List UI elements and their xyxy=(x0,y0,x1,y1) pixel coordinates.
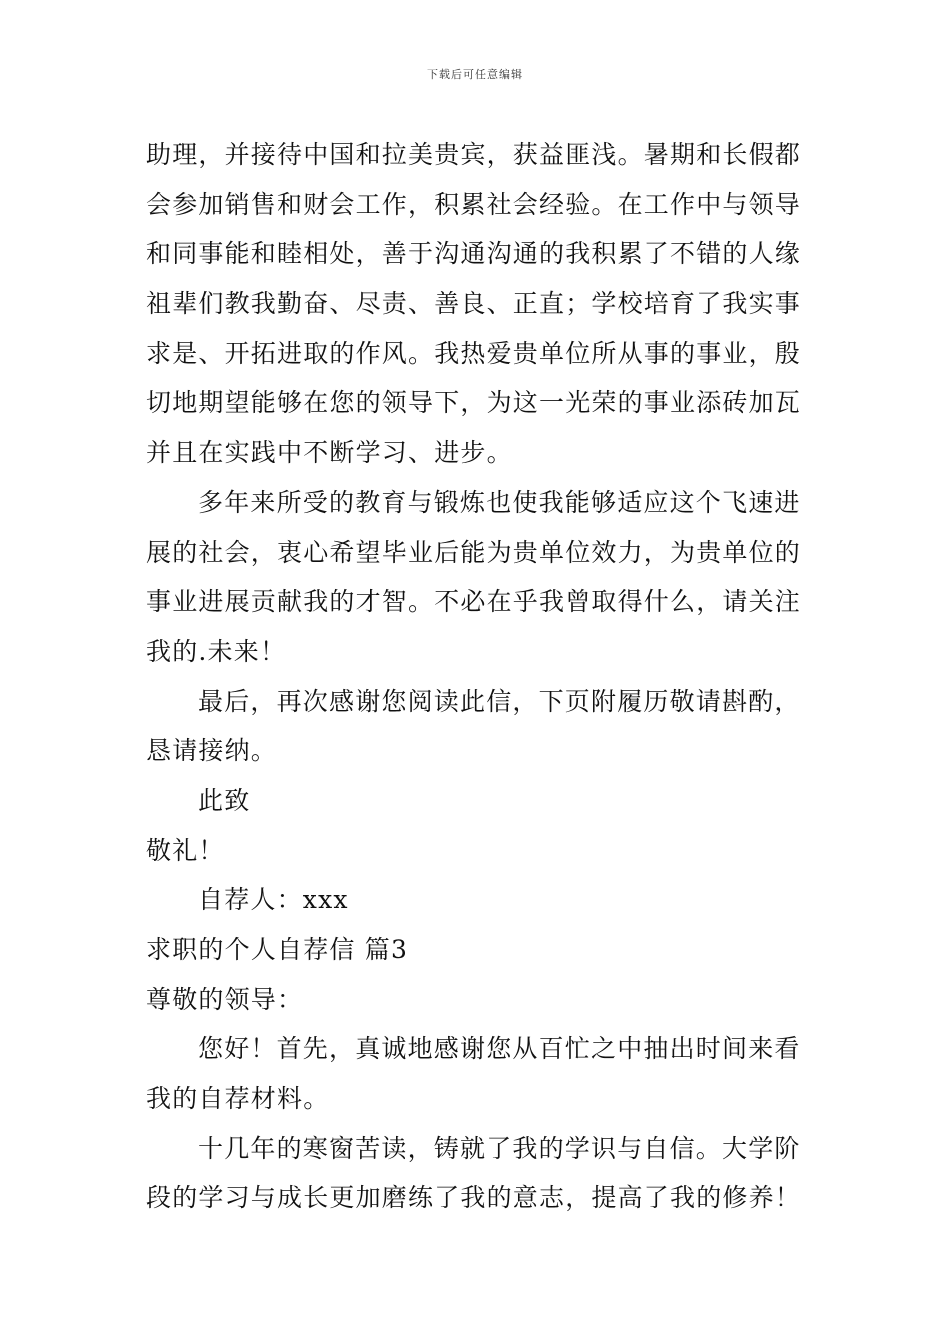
closing-regards: 敬礼！ xyxy=(146,835,225,865)
text-line: 并且在实践中不断学习、进步。 xyxy=(146,438,513,468)
paragraph-start-line: 您好！首先，真诚地感谢您从百忙之中抽出时间来看 xyxy=(198,1034,801,1064)
text-line: 段的学习与成长更加磨练了我的意志，提高了我的修养！ xyxy=(146,1183,802,1213)
paragraph-start-line: 多年来所受的教育与锻炼也使我能够适应这个飞速进 xyxy=(198,487,801,517)
paragraph-start-line: 最后，再次感谢您阅读此信，下页附履历敬请斟酌， xyxy=(198,686,801,716)
page-header-note: 下载后可任意编辑 xyxy=(427,68,523,81)
text-line: 求是、开拓进取的作风。我热爱贵单位所从事的事业，殷 xyxy=(146,338,802,368)
document-body xyxy=(146,130,818,1223)
greeting-line: 尊敬的领导： xyxy=(146,984,304,1014)
text-line: 恳请接纳。 xyxy=(146,736,278,766)
closing-salutation: 此致 xyxy=(198,785,251,815)
text-line: 和同事能和睦相处，善于沟通沟通的我积累了不错的人缘 xyxy=(146,239,802,269)
section-title: 求职的个人自荐信 篇3 xyxy=(146,935,409,964)
text-line: 我的自荐材料。 xyxy=(146,1084,330,1114)
text-line: 我的.未来！ xyxy=(146,636,287,666)
text-line: 助理，并接待中国和拉美贵宾，获益匪浅。暑期和长假都 xyxy=(146,140,802,169)
paragraph-start-line: 十几年的寒窗苦读，铸就了我的学识与自信。大学阶 xyxy=(198,1133,801,1163)
signature-line: 自荐人：xxx xyxy=(198,885,349,915)
text-line: 会参加销售和财会工作，积累社会经验。在工作中与领导 xyxy=(146,189,802,219)
text-line: 祖辈们教我勤奋、尽责、善良、正直；学校培育了我实事 xyxy=(146,289,802,319)
text-line: 事业进展贡献我的才智。不必在乎我曾取得什么，请关注 xyxy=(146,587,802,617)
text-line: 切地期望能够在您的领导下，为这一光荣的事业添砖加瓦 xyxy=(146,388,802,418)
text-line: 展的社会，衷心希望毕业后能为贵单位效力，为贵单位的 xyxy=(146,537,802,567)
